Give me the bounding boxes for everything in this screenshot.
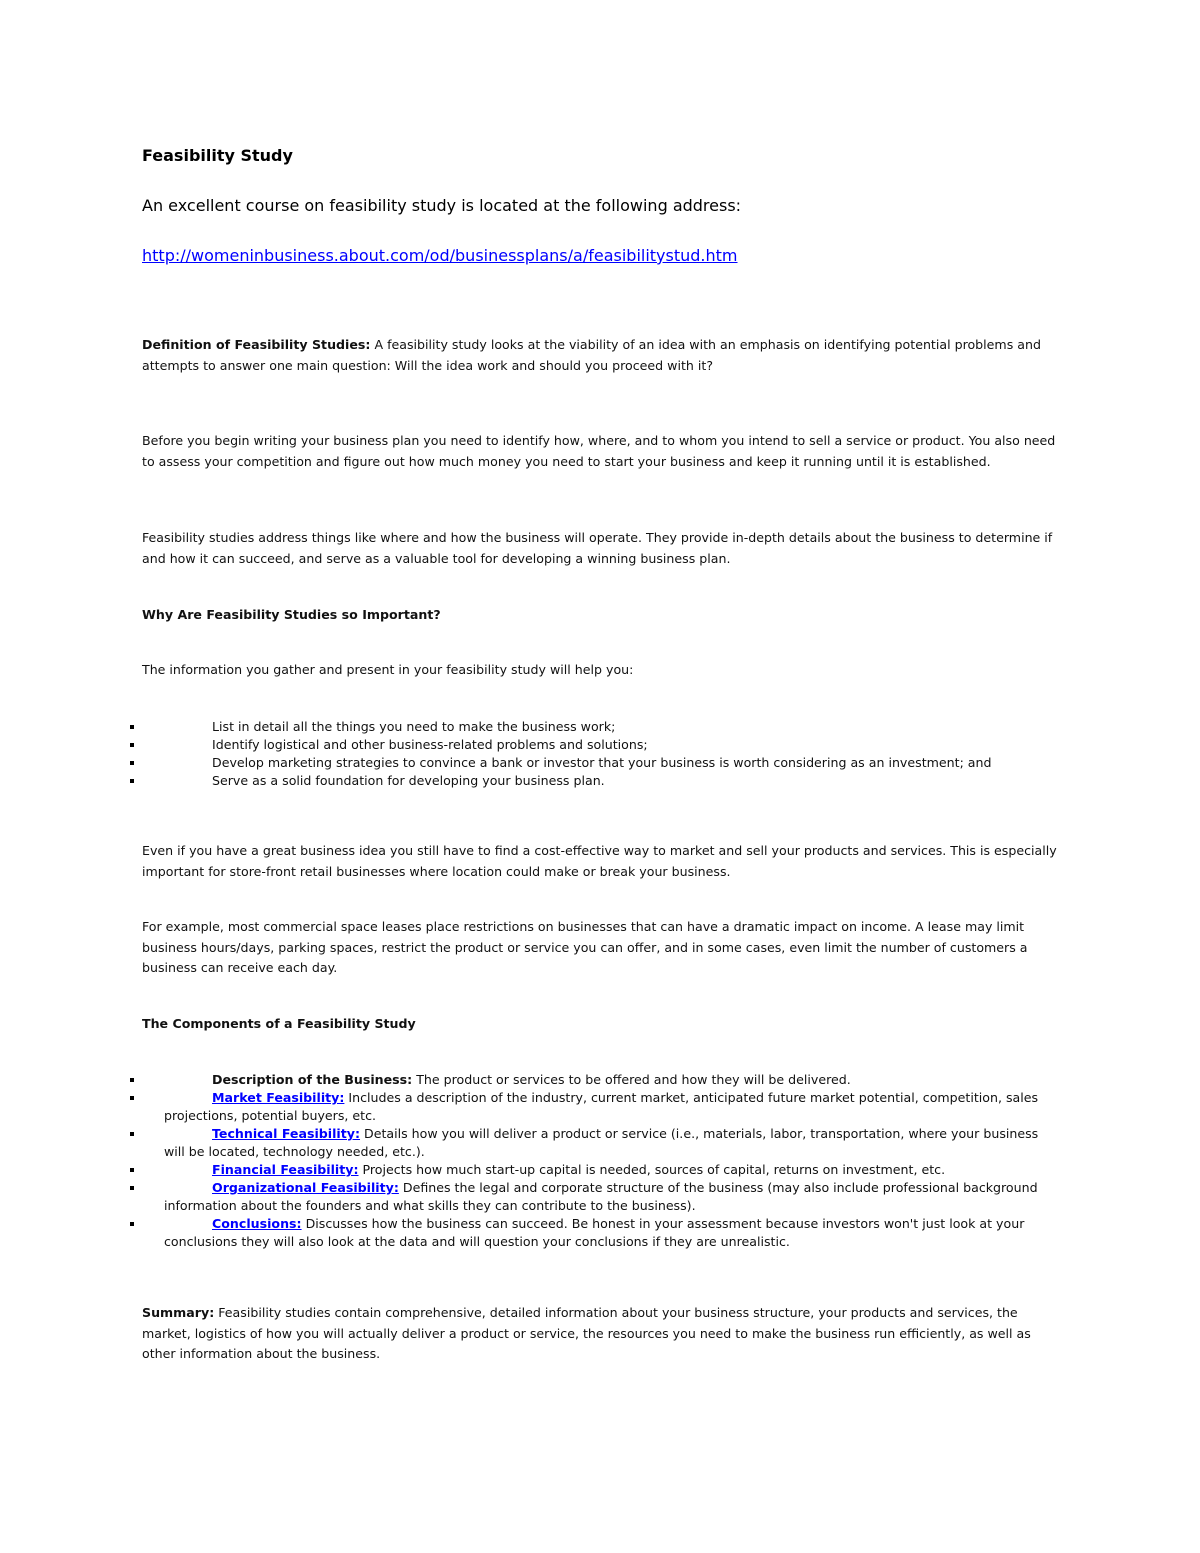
component-item-technical: [142, 1125, 1062, 1161]
bullet-icon: [130, 779, 134, 783]
component-text: The product or services to be offered and how they will be delivered.: [412, 1072, 851, 1087]
info-paragraph: The information you gather and present in your feasibility study will help you:: [142, 662, 634, 677]
components-list: [142, 1071, 1062, 1251]
conclusions-link[interactable]: Conclusions:: [212, 1216, 302, 1231]
component-item-market: [142, 1089, 1062, 1125]
organizational-feasibility-link[interactable]: Organizational Feasibility:: [212, 1180, 399, 1195]
technical-feasibility-link[interactable]: Technical Feasibility:: [212, 1126, 361, 1141]
list-item: [142, 718, 1062, 736]
summary-label: Summary:: [142, 1305, 215, 1320]
bullet-icon: [130, 1168, 134, 1172]
definition-text: A feasibility study looks at the viability of an idea with an emphasis on identifying potential problems and attempts to answer one main question: Will the idea work and should you proceed with it?: [142, 337, 1041, 373]
bullet-icon: [130, 743, 134, 747]
financial-feasibility-link[interactable]: Financial Feasibility:: [212, 1162, 359, 1177]
components-heading: The Components of a Feasibility Study: [142, 1016, 416, 1031]
list-item-text: Develop marketing strategies to convince a bank or investor that your business is worth considering as an investment; and: [212, 755, 992, 770]
document-title: Feasibility Study: [142, 146, 293, 165]
before-paragraph: Before you begin writing your business plan you need to identify how, where, and to whom you intend to sell a service or product. You also need to assess your competition and figure out how much money you need to start your business and keep it running until it is established.: [142, 433, 1056, 469]
even-paragraph: Even if you have a great business idea you still have to find a cost-effective way to market and sell your products and services. This is especially important for store-front retail businesses where location could make or break your business.: [142, 843, 1057, 879]
summary-paragraph: [142, 1303, 1062, 1365]
component-item-organizational: [142, 1179, 1062, 1215]
bullet-icon: [130, 761, 134, 765]
bullet-icon: [130, 1096, 134, 1100]
list-item-text: List in detail all the things you need to make the business work;: [212, 719, 616, 734]
component-item-conclusions: [142, 1215, 1062, 1251]
intro-text: An excellent course on feasibility study is located at the following address:: [142, 196, 742, 215]
component-text: Details how you will deliver a product or service (i.e., materials, labor, transportation, where your business will be located, technology needed, etc.).: [164, 1126, 1039, 1159]
component-text: Discusses how the business can succeed. Be honest in your assessment because investors won't just look at your conclusions they will also look at the data and will question your conclusions if they are unrealistic.: [164, 1216, 1025, 1249]
why-list: [142, 718, 1062, 790]
list-item: [142, 772, 1062, 790]
example-paragraph: For example, most commercial space leases place restrictions on businesses that can have a dramatic impact on income. A lease may limit business hours/days, parking spaces, restrict the product or service you can offer, and in some cases, even limit the number of customers a business can receive each day.: [142, 919, 1028, 975]
component-label: Description of the Business:: [212, 1072, 413, 1087]
list-item: [142, 754, 1062, 772]
bullet-icon: [130, 1222, 134, 1226]
why-heading: Why Are Feasibility Studies so Important?: [142, 607, 441, 622]
course-link[interactable]: http://womeninbusiness.about.com/od/businessplans/a/feasibilitystud.htm: [142, 246, 738, 265]
list-item-text: Serve as a solid foundation for developing your business plan.: [212, 773, 605, 788]
component-item-financial: [142, 1161, 1062, 1179]
list-item-text: Identify logistical and other business-related problems and solutions;: [212, 737, 648, 752]
list-item: [142, 736, 1062, 754]
bullet-icon: [130, 725, 134, 729]
definition-label: Definition of Feasibility Studies:: [142, 337, 371, 352]
component-text: Defines the legal and corporate structure of the business (may also include professional background information about the founders and what skills they can contribute to the business).: [164, 1180, 1038, 1213]
bullet-icon: [130, 1186, 134, 1190]
market-feasibility-link[interactable]: Market Feasibility:: [212, 1090, 345, 1105]
address-paragraph: Feasibility studies address things like where and how the business will operate. They provide in-depth details about the business to determine if and how it can succeed, and serve as a valuable tool for developing a winning business plan.: [142, 530, 1053, 566]
summary-text: Feasibility studies contain comprehensive, detailed information about your business structure, your products and services, the market, logistics of how you will actually deliver a product or service, the resources you need to make the business run efficiently, as well as other information about the business.: [142, 1305, 1031, 1361]
component-item-description: [142, 1071, 1062, 1089]
definition-paragraph: [142, 335, 1062, 376]
bullet-icon: [130, 1132, 134, 1136]
component-text: Includes a description of the industry, current market, anticipated future market potential, competition, sales projections, potential buyers, etc.: [164, 1090, 1039, 1123]
component-text: Projects how much start-up capital is needed, sources of capital, returns on investment, etc.: [358, 1162, 946, 1177]
bullet-icon: [130, 1078, 134, 1082]
